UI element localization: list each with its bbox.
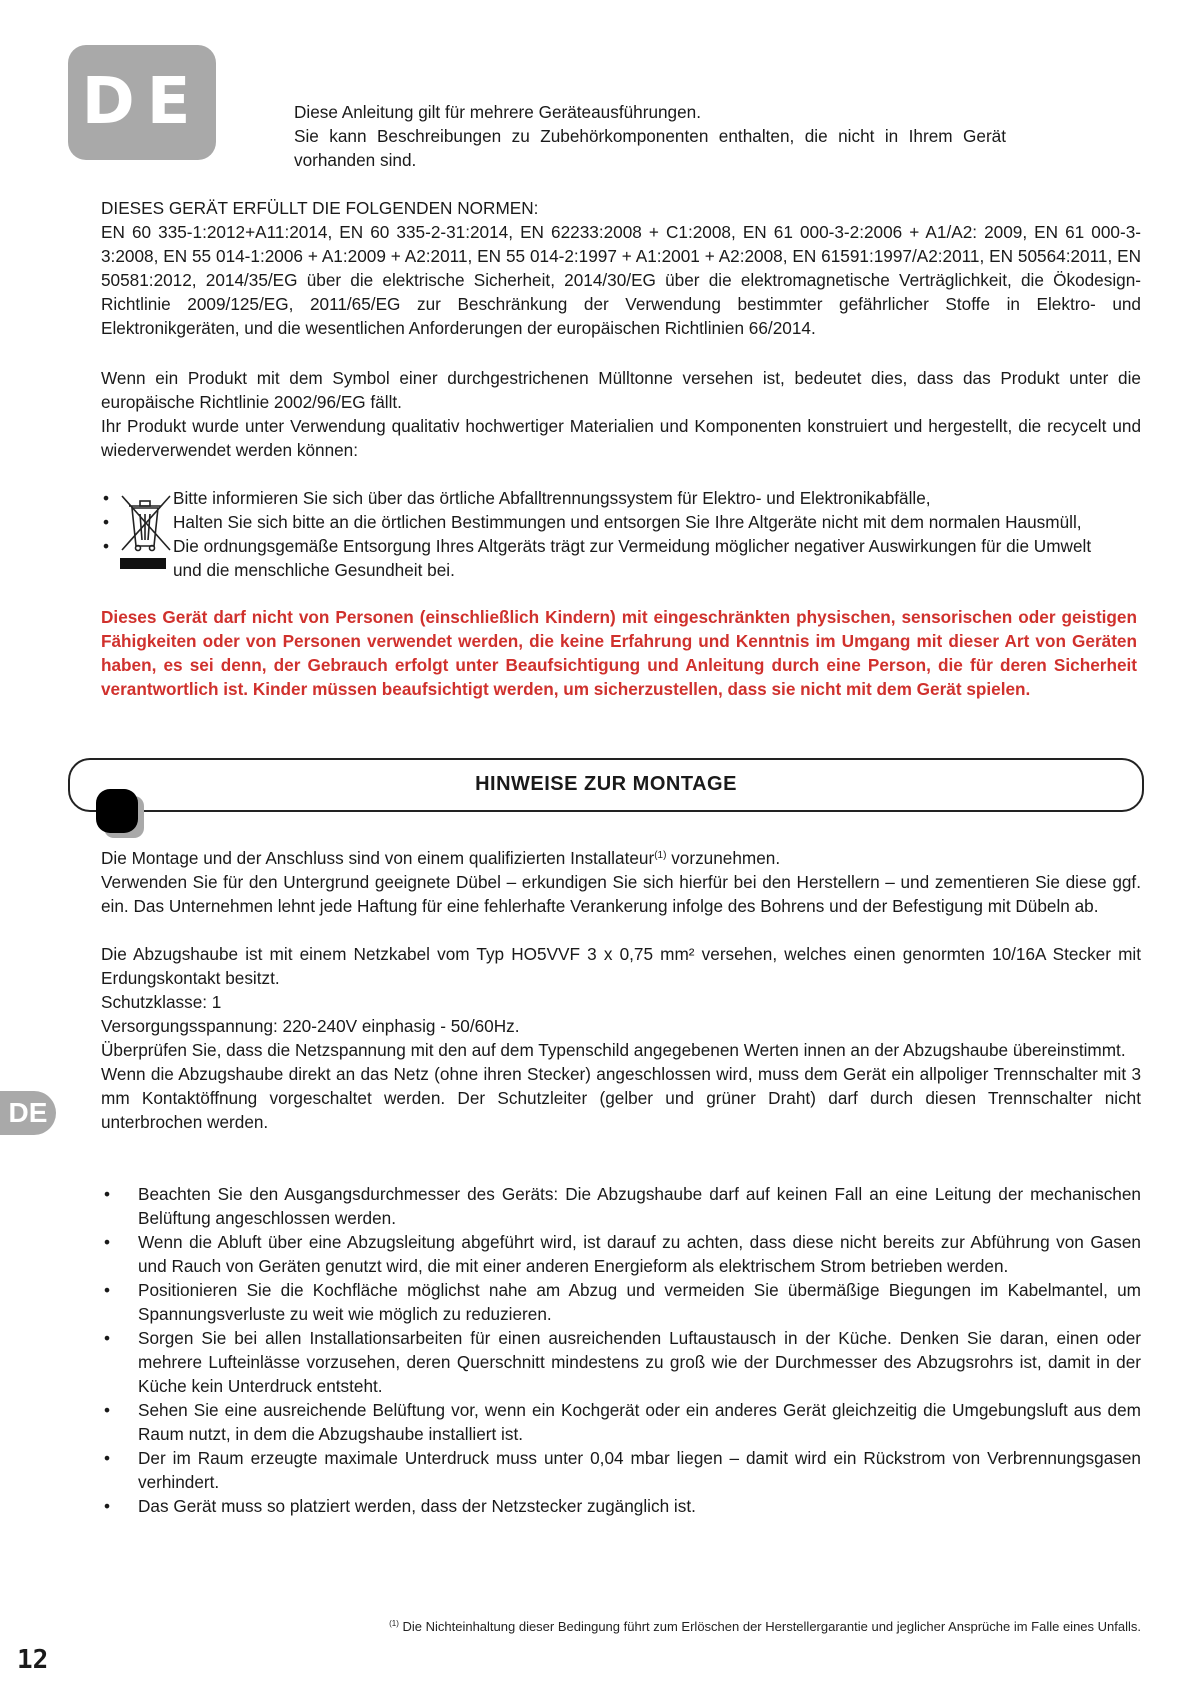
list-item-text: Positionieren Sie die Kochfläche möglichst nahe am Abzug und vermeiden Sie übermäßige Biegungen im Kabelmantel, um Spannungsverluste zu weit wie möglich zu reduzieren. [138,1280,1141,1324]
mounting-text: vorzunehmen. [666,848,781,868]
bullet-glyph: • [103,512,110,532]
weee-bullet-text: Die ordnungsgemäße Entsorgung Ihres Altgeräts trägt zur Vermeidung möglicher negativer Auswirkungen für die Umwelt [173,536,1092,556]
mounting-instructions [101,846,1141,1158]
mounting-text: Verwenden Sie für den Untergrund geeignete Dübel – erkundigen Sie sich hierfür bei den Herstellern – und zementieren Sie diese ggf. ein. Das Unternehmen lehnt jede Haftung für eine fehlerhafte Verankerung infolge des Bohrens und der Befestigung mit Dübeln ab. [101,872,1141,916]
weee-bullet-text: Halten Sie sich bitte an die örtlichen Bestimmungen und entsorgen Sie Ihre Altgeräte nicht mit dem normalen Hausmüll, [173,512,1082,532]
footnote [300,1618,1141,1636]
list-item [101,1398,1141,1446]
weee-bullet-item [101,510,1141,534]
weee-bullet-list [101,486,1141,582]
list-item-text: Wenn die Abluft über eine Abzugsleitung abgeführt wird, ist darauf zu achten, dass diese nicht bereits zur Abführung von Gasen und Rauch von Geräten genutzt wird, die mit einer anderen Energieform als elektrischem Strom betrieben werden. [138,1232,1141,1276]
list-item [101,1182,1141,1230]
bullet-glyph: • [104,1232,111,1252]
weee-paragraph: Wenn ein Produkt mit dem Symbol einer durchgestrichenen Mülltonne versehen ist, bedeutet dies, dass das Produkt unter die europäische Richtlinie 2002/96/EG fällt. Ihr Produkt wurde unter Verwendung qualitativ hochwertiger Materialien und Komponenten konstruiert und hergestellt, die recycelt und wiederverwendet werden können: [101,368,1141,460]
bullet-glyph: • [104,1280,111,1300]
norms-title: DIESES GERÄT ERFÜLLT DIE FOLGENDEN NORMEN: [101,198,539,218]
list-item [101,1494,1141,1518]
section-title: HINWEISE ZUR MONTAGE [475,773,737,795]
weee-bullet-item [101,486,1141,510]
weee-bullet-text: Bitte informieren Sie sich über das örtliche Abfalltrennungssystem für Elektro- und Elektronikabfälle, [173,488,931,508]
language-badge: DE [68,45,216,160]
footnote-marker: (1) [389,1619,399,1628]
list-item [101,1446,1141,1494]
bullet-glyph: • [104,1496,111,1516]
list-item [101,1326,1141,1398]
list-item-text: Der im Raum erzeugte maximale Unterdruck muss unter 0,04 mbar liegen – damit wird ein Rückstrom von Verbrennungsgasen verhindert. [138,1448,1141,1492]
bullet-glyph: • [104,1328,111,1348]
side-language-tab: DE [0,1091,56,1135]
weee-bullet-item [101,534,1141,558]
crossed-bin-icon [116,490,174,570]
bullet-glyph: • [104,1184,111,1204]
weee-bullet-continuation: und die menschliche Gesundheit bei. [173,560,455,580]
safety-warning: Dieses Gerät darf nicht von Personen (einschließlich Kindern) mit eingeschränkten physischen, sensorischen oder geistigen Fähigkeiten oder von Personen verwendet werden, die keine Erfahrung und Kenntnis im Umgang mit dieser Art von Geräten haben, es sei denn, der Gebrauch erfolgt unter Beaufsichtigung und Anleitung durch eine Person, die für deren Sicherheit verantwortlich ist. Kinder müssen beaufsichtigt werden, um sicherzustellen, dass sie nicht mit dem Gerät spielen. [101,607,1137,699]
mounting-paragraph-2: Die Abzugshaube ist mit einem Netzkabel vom Typ HO5VVF 3 x 0,75 mm² versehen, welches einen genormten 10/16A Stecker mit Erdungskontakt besitzt. Schutzklasse: 1 Versorgungsspannung: 220-240V einphasig - 50/60Hz. Überprüfen Sie, dass die Netzspannung mit den auf dem Typenschild angegebenen Werten innen an der Abzugshaube übereinstimmt. Wenn die Abzugshaube direkt an das Netz (ohne ihren Stecker) angeschlossen wird, muss dem Gerät ein allpoliger Trennschalter mit 3 mm Kontaktöffnung vorgeschaltet werden. Der Schutzleiter (gelber und grüner Draht) darf durch diesen Trennschalter nicht unterbrochen werden. [101,944,1141,1132]
mounting-bullet-list [101,1182,1141,1518]
list-item-text: Beachten Sie den Ausgangsdurchmesser des Geräts: Die Abzugshaube darf auf keinen Fall an eine Leitung der mechanischen Belüftung angeschlossen werden. [138,1184,1141,1228]
bullet-glyph: • [104,1448,111,1468]
list-item-text: Sorgen Sie bei allen Installationsarbeiten für einen ausreichenden Luftaustausch in der Küche. Denken Sie daran, einen oder mehrere Lufteinlässe vorzusehen, deren Querschnitt mindestens zu groß wie der Durchmesser des Abzugsrohrs ist, damit in der Küche kein Unterdruck entsteht. [138,1328,1141,1396]
bullet-glyph: • [103,488,110,508]
bullet-glyph: • [103,536,110,556]
list-item [101,1278,1141,1326]
page-number: 12 [17,1645,49,1675]
footnote-text: Die Nichteinhaltung dieser Bedingung führt zum Erlöschen der Herstellergarantie und jeglicher Ansprüche im Falle eines Unfalls. [398,1619,1141,1634]
bullet-glyph: • [104,1400,111,1420]
norms-text: EN 60 335-1:2012+A11:2014, EN 60 335-2-31:2014, EN 62233:2008 + C1:2008, EN 61 000-3-2:2006 + A1/A2: 2009, EN 61 000-3-3:2008, EN 55 014-1:2006 + A1:2009 + A2:2011, EN 55 014-2:1997 + A1:2001 + A2:2008, EN 61591:1997/A2:2011, EN 50564:2011, EN 50581:2012, 2014/35/EG über die elektrische Sicherheit, 2014/30/EG über die elektromagnetische Verträglichkeit, die Ökodesign-Richtlinie 2009/125/EG, 2011/65/EG zur Beschränkung der Verwendung bestimmter gefährlicher Stoffe in Elektro- und Elektronikgeräten, und die wesentlichen Anforderungen der europäischen Richtlinien 66/2014. [101,222,1141,338]
intro-text: Diese Anleitung gilt für mehrere Geräteausführungen. Sie kann Beschreibungen zu Zubehörkomponenten enthalten, die nicht in Ihrem Gerät vorhanden sind. [294,102,1006,170]
list-item-text: Sehen Sie eine ausreichende Belüftung vor, wenn ein Kochgerät oder ein anderes Gerät gleichzeitig die Umgebungsluft aus dem Raum nutzt, in dem die Abzugshaube installiert ist. [138,1400,1141,1444]
footnote-ref: (1) [654,850,667,861]
list-item [101,1230,1141,1278]
list-item-text: Das Gerät muss so platziert werden, dass der Netzstecker zugänglich ist. [138,1496,696,1516]
mounting-paragraph-1 [101,846,1141,918]
mounting-text: Die Montage und der Anschluss sind von einem qualifizierten Installateur [101,848,655,868]
